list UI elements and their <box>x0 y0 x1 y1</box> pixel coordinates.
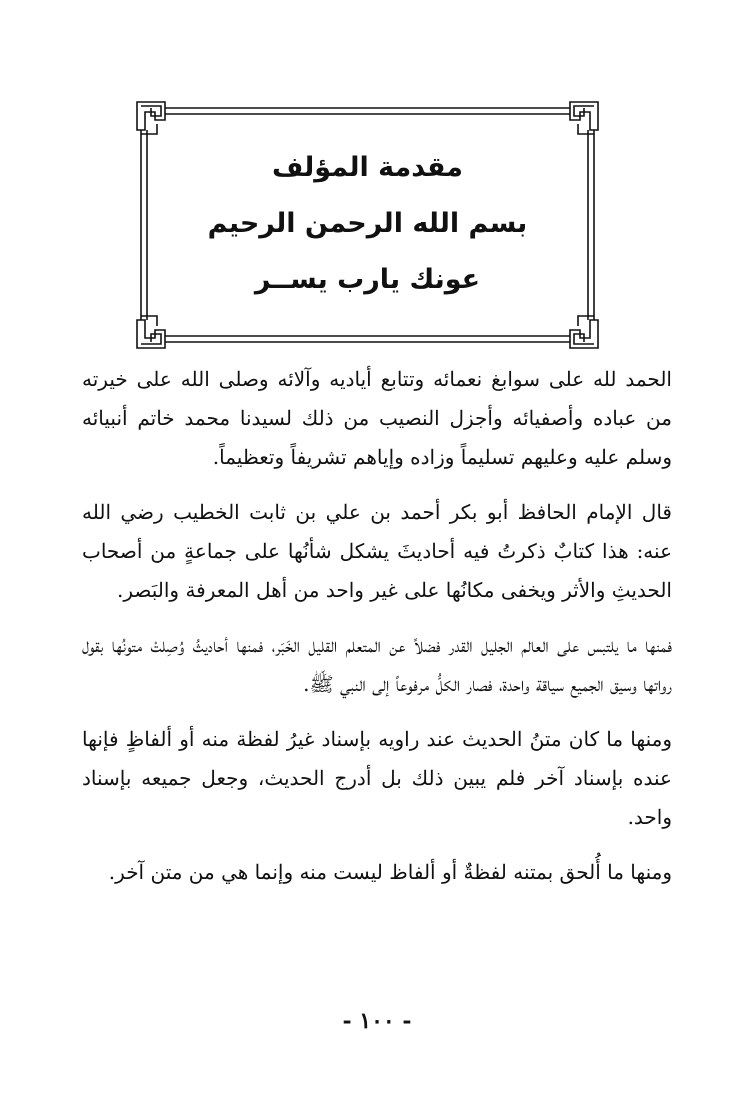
paragraph-first-category: فمنها ما يلتبس على العالم الجليل القدر فضلاً عن المتعلم القليل الخَبَر، فمنها أحاديثُ وُصِلتْ متونُها بقول رواتها وسيق الجميع سياقة واحدة، فصار الكلُّ مرفوعاً إلى النبي ﷺ. <box>82 633 672 696</box>
chapter-title: مقدمة المؤلف <box>272 152 463 183</box>
heading-block <box>135 140 600 308</box>
page-number: - ١٠٠ - <box>342 1008 412 1034</box>
supplication-line: عونك يارب يســر <box>254 264 481 295</box>
paragraph-praise: الحمد لله على سوابغ نعمائه وتتابع أياديه وآلائه وصلى الله على خيرته من عباده وأصفيائه وأجزل النصيب من ذلك لسيدنا محمد خاتم أنبيائه وسلم عليه وعليهم تسليماً وزاده وإياهم تشريفاً وتعظيماً. <box>82 367 672 469</box>
paragraph-author-statement: قال الإمام الحافظ أبو بكر أحمد بن علي بن ثابت الخطيب رضي الله عنه: هذا كتابٌ ذكرتُ فيه أحاديثَ يشكل شأنُها على جماعةٍ من أصحاب الحديثِ والأثر ويخفى مكانُها على غير واحد من أهل المعرفة والبَصر. <box>82 500 672 602</box>
paragraph-second-category: ومنها ما كان متنُ الحديث عند راويه بإسناد غيرُ لفظة منه أو ألفاظٍ فإنها عنده بإسناد آخر فلم يبين ذلك بل أدرج الحديث، وجعل جميعه بإسناد واحد. <box>82 727 672 829</box>
body-text <box>82 360 672 908</box>
heading-frame <box>135 100 600 350</box>
paragraph-third-category: ومنها ما أُلحق بمتنه لفظةٌ أو ألفاظ ليست منه وإنما هي من متن آخر. <box>108 860 672 884</box>
basmala-line: بسم الله الرحمن الرحيم <box>207 208 528 239</box>
